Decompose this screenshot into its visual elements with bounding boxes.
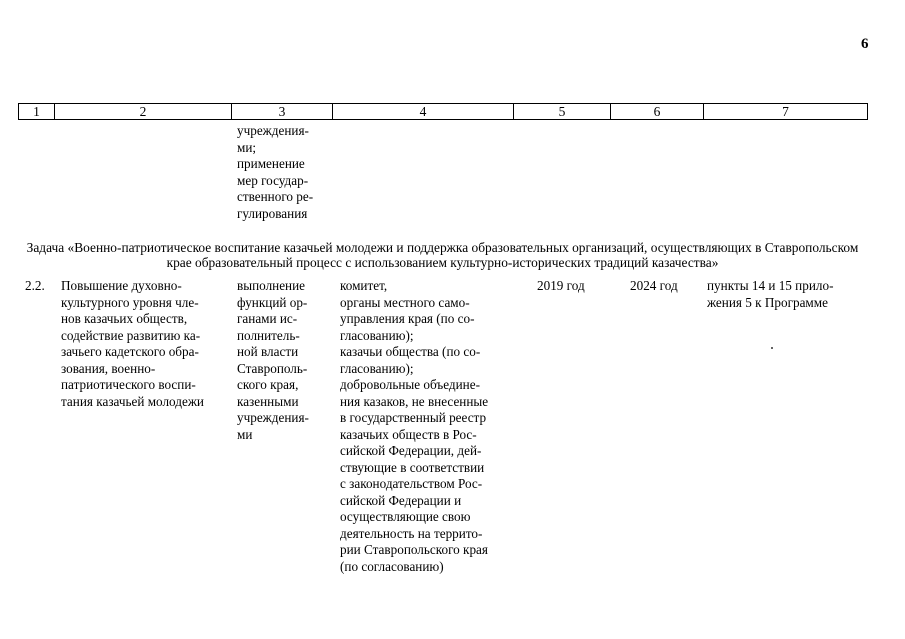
stray-dot [771, 347, 773, 349]
header-col-5: 5 [514, 104, 611, 120]
header-col-7: 7 [704, 104, 868, 120]
row-col-6-end-year: 2024 год [630, 278, 678, 293]
header-col-3: 3 [232, 104, 333, 120]
row-col-5-start-year: 2019 год [537, 278, 585, 293]
page-number: 6 [861, 36, 869, 52]
row-col-3-mechanism: выполнение функций ор- ганами ис- полнитель- ной власти Ставрополь- ского края, казенными учреждения- ми [237, 278, 309, 442]
header-col-1: 1 [19, 104, 55, 120]
continuation-col-3: учреждения- ми; применение мер государ- ственного ре- гулирования [237, 123, 314, 221]
header-col-2: 2 [55, 104, 232, 120]
task-heading: Задача «Военно-патриотическое воспитание казачьей молодежи и поддержка образовательных организаций, осуществляющих в Ставропольском крае образовательный процесс с использованием культурно-исторических традиций казачества» [26, 240, 859, 270]
row-col-7-reference: пункты 14 и 15 прило- жения 5 к Программе [707, 278, 834, 310]
row-col-4-executors: комитет, органы местного само- управления края (по со- гласованию); казачьи общества (по со- гласованию); добровольные объедине- ния казаков, не внесенные в государственный реестр казачьих обществ в Рос- сийской Федерации, дей- ствующие в соответствии с законодательством Рос- сийской Федерации и осуществляющие свою деятельность на террито- рии Ставропольского края (по согласованию) [340, 278, 489, 574]
row-col-2-objective: Повышение духовно- культурного уровня чле- нов казачьих обществ, содействие развитию ка- зачьего кадетского обра- зования, военно- патриотического воспи- тания казачьей молодежи [61, 278, 204, 409]
header-col-6: 6 [611, 104, 704, 120]
header-col-4: 4 [333, 104, 514, 120]
row-number: 2.2. [25, 278, 45, 293]
column-number-header [18, 103, 868, 120]
